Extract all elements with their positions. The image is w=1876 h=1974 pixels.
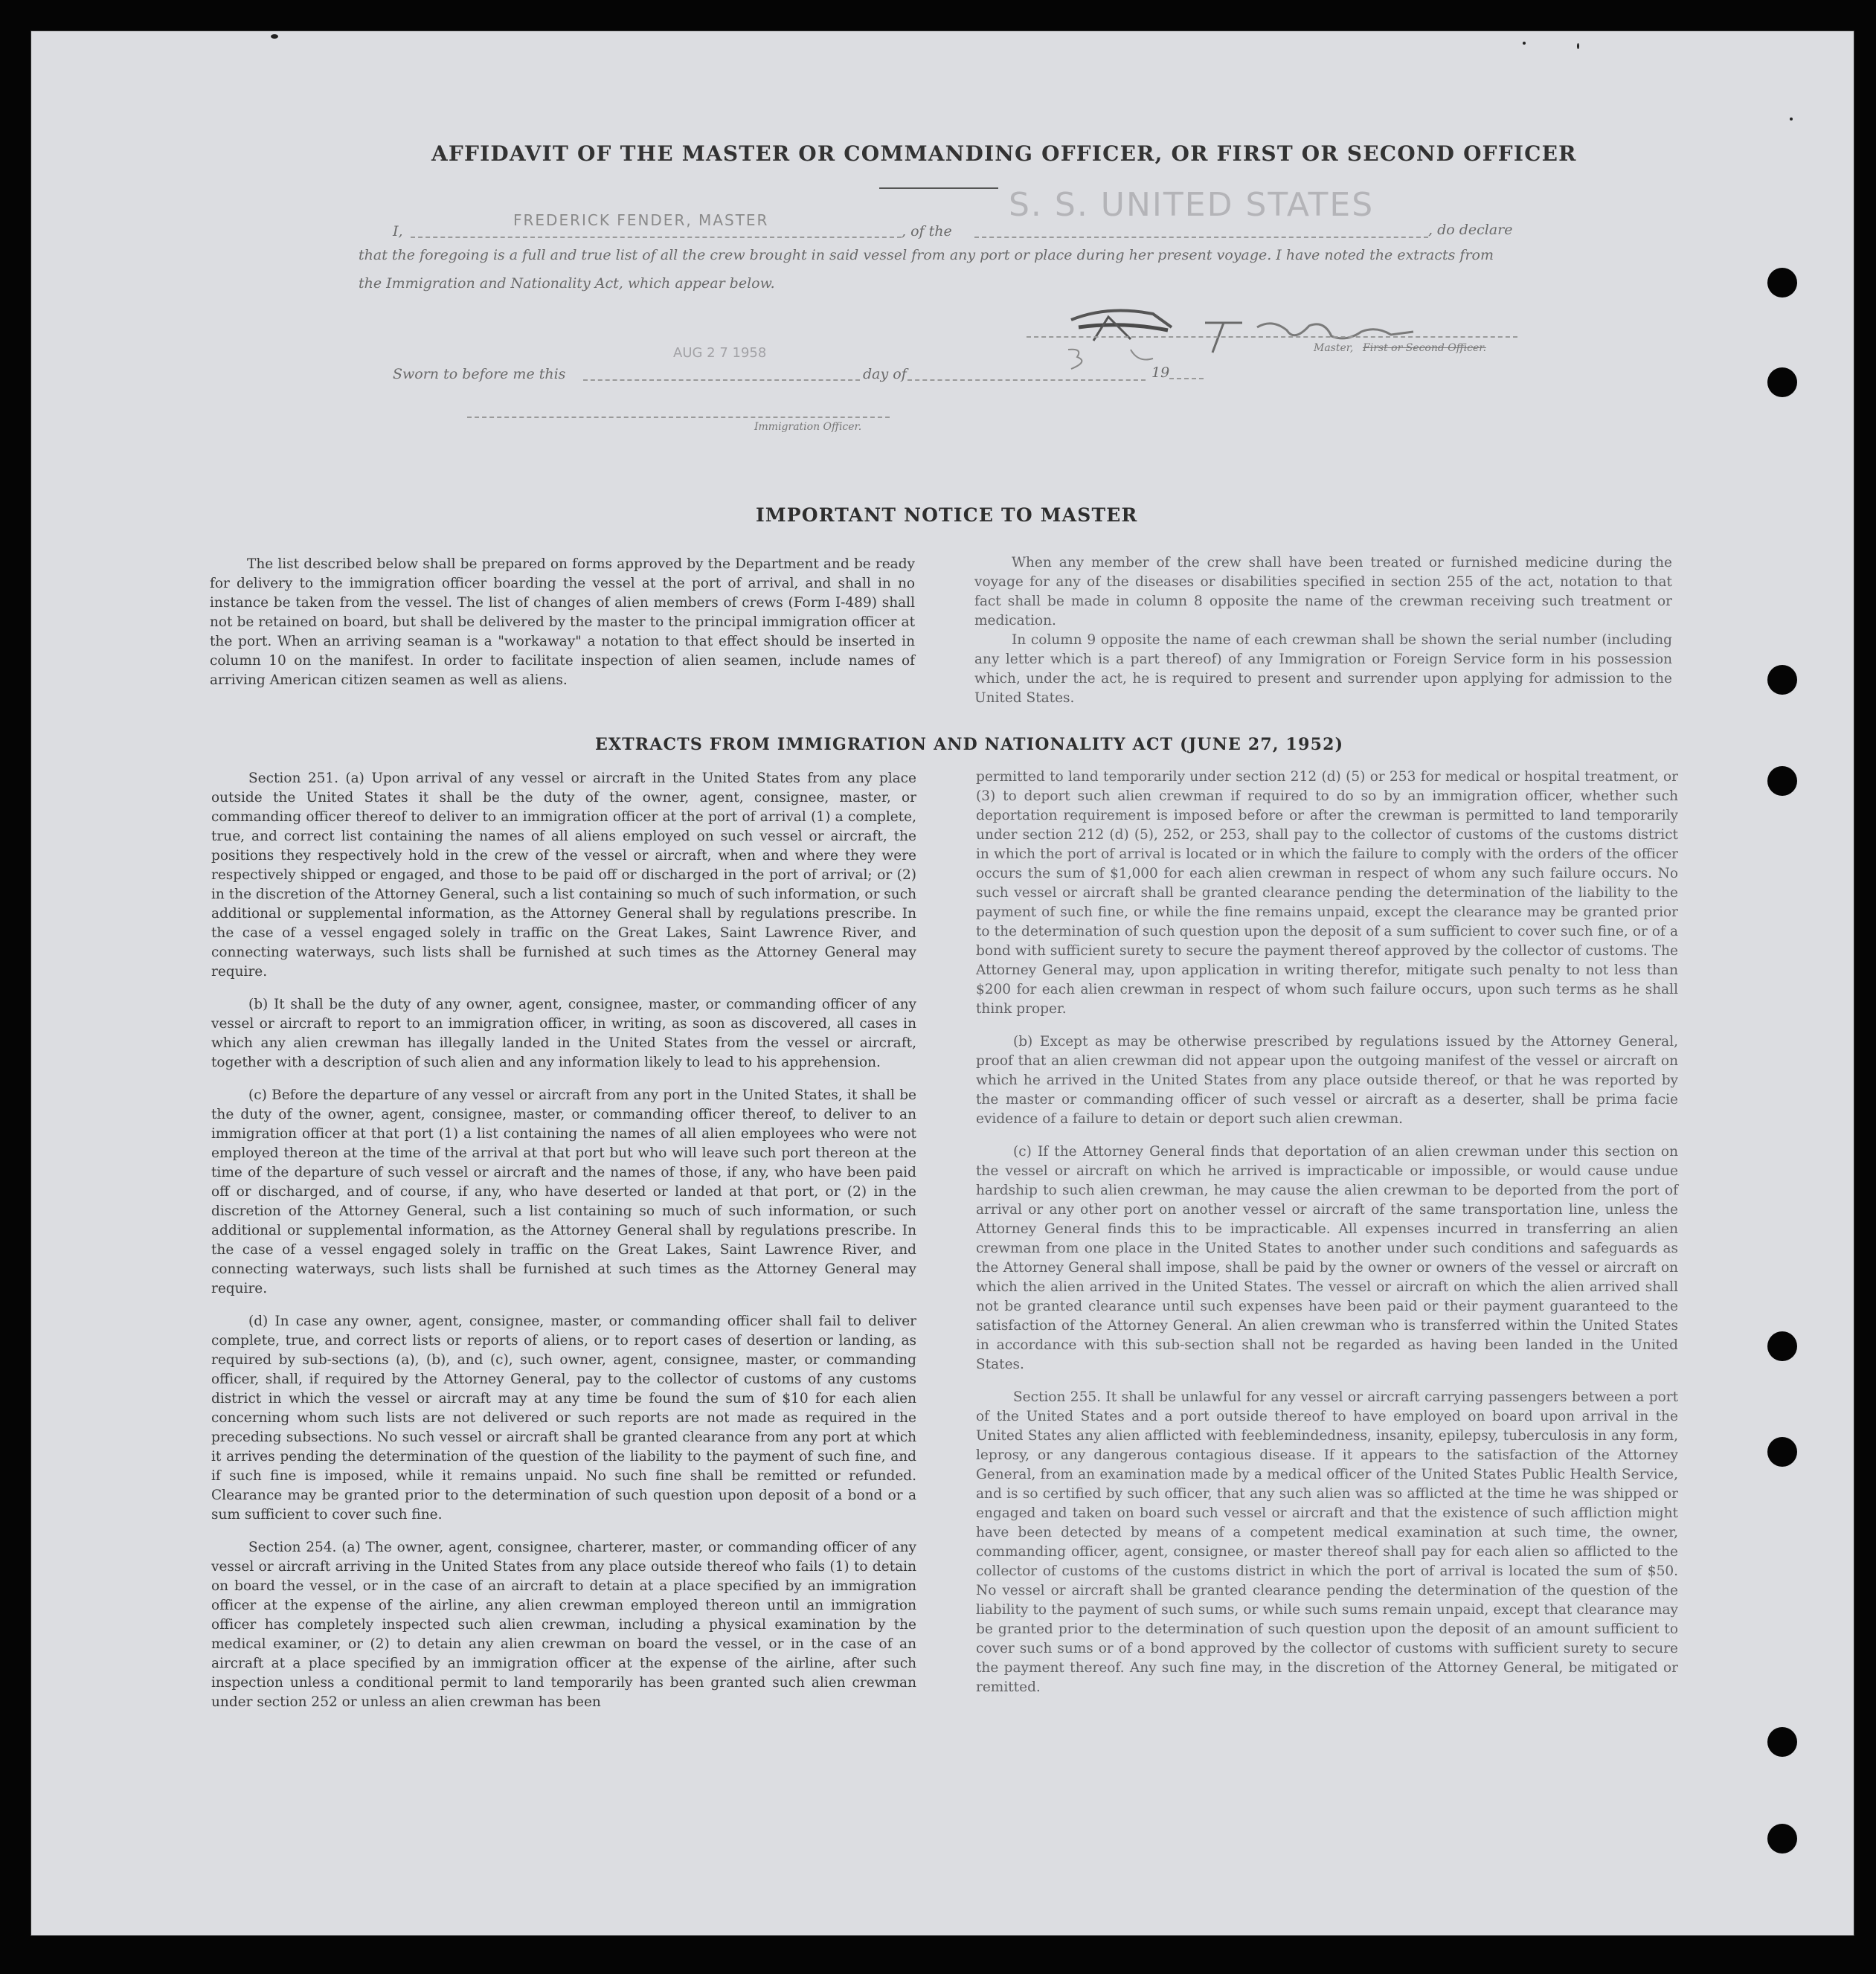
extracts-left-column: [211, 769, 916, 1712]
title-rule: [879, 187, 998, 189]
affidavit-line-3: the Immigration and Nationality Act, which appear below.: [359, 275, 775, 292]
vessel-stamp: S. S. UNITED STATES: [1009, 186, 1375, 224]
section-255: Section 255. It shall be unlawful for any vessel or aircraft carrying passengers between a port of the United States and a port outside thereof to have employed on board upon arrival in the United States any alien afflicted with feeblemindedness, insanity, epilepsy, tuberculosis in any form, leprosy, or any dangerous contagious disease. If it appears to the satisfaction of the Attorney General, from an examination made by a medical officer of the United States Public Health Service, and is so certified by such officer, that any such alien was so afflicted at the time he was shipped or engaged and taken on board such vessel or aircraft and that the existence of such affliction might have been detected by means of a competent medical examination at such time, the owner, commanding officer, agent, consignee, or master thereof shall pay for each alien so afflicted to the collector of customs of the customs district in which the port of arrival is located the sum of $50. No vessel or aircraft shall be granted clearance pending the determination of the question of the liability to the payment of such sums, or while such sums remain unpaid, except that clearance may be granted prior to the determination of such question upon the deposit of an amount sufficient to cover such sums or of a bond approved by the collector of customs with sufficient surety to secure the payment thereof. Any such fine may, in the discretion of the Attorney General, be mitigated or remitted.: [976, 1389, 1678, 1695]
section-254-b: (b) Except as may be otherwise prescribed by regulations issued by the Attorney General, proof that an alien crewman did not appear upon the outgoing manifest of the vessel or aircraft on which he arrived in the United States from any place outside thereof, or that he was reported by the master or commanding officer of such vessel or aircraft as a deserter, shall be prima facie evidence of a failure to detain or deport such alien crewman.: [976, 1034, 1678, 1127]
extracts-right-column: [976, 768, 1678, 1697]
section-251-d: (d) In case any owner, agent, consignee, master, or commanding officer shall fail to deliver complete, true, and correct lists or reports of aliens, or to report cases of desertion or landing, as required by sub-sections (a), (b), and (c), such owner, agent, consignee, master, or commanding officer, shall, if required by the Attorney General, pay to the collector of customs of any customs district in which the vessel or aircraft may at any time be found the sum of $10 for each alien concerning whom such lists are not delivered or such reports are not made as required in the preceding subsections. No such vessel or aircraft shall be granted clearance from any port at which it arrives pending the determination of the question of the liability to the payment of such fine, and if such fine is imposed, while it remains unpaid. No such fine shall be remitted or refunded. Clearance may be granted prior to the determination of such question upon deposit of a bond or a sum sufficient to cover such fine.: [211, 1314, 916, 1523]
notice-right-paragraph-1: When any member of the crew shall have been treated or furnished medicine during the voyage for any of the diseases or disabilities specified in section 255 of the act, notation to that fact shall be made in column 8 opposite the name of the crewman receiving such treatment or medication.: [974, 555, 1672, 628]
signature-caption-master: Master,: [1314, 342, 1354, 354]
punch-hole: [1767, 766, 1797, 796]
handwritten-mark: [1064, 344, 1093, 373]
punch-hole: [1767, 1727, 1797, 1757]
section-254-a-continued: permitted to land temporarily under section 212 (d) (5) or 253 for medical or hospital treatment, or (3) to deport such alien crewman if required to do so by an immigration officer, whether such deportation requirement is imposed before or after the crewman is permitted to land temporarily under section 212 (d) (5), 252, or 253, shall pay to the collector of customs of the customs district in which the port of arrival is located or in which the failure to comply with the orders of the officer occurs the sum of $1,000 for each alien crewman in respect of whom any such failure occurs. No such vessel or aircraft shall be granted clearance pending the determination of the liability to the payment of such fine, or while the fine remains unpaid, except the clearance may be granted prior to the determination of such question upon the deposit of a sum sufficient to cover such fine, or of a bond with sufficient surety to secure the payment thereof approved by the collector of customs. The Attorney General may, upon application in writing therefor, mitigate such penalty to not less than $200 for each alien crewman in respect of whom such failure occurs, upon such terms as he shall think proper.: [976, 769, 1678, 1017]
affidavit-line-2: that the foregoing is a full and true list of all the crew brought in said vessel from any port or place during her present voyage. I have noted the extracts from: [359, 247, 1494, 263]
day-of-label: day of: [863, 366, 907, 382]
immigration-officer-caption: Immigration Officer.: [754, 421, 862, 433]
punch-hole: [1767, 367, 1797, 397]
section-251-a: Section 251. (a) Upon arrival of any vessel or aircraft in the United States from any place outside the United States it shall be the duty of the owner, agent, consignee, master, or commanding officer thereof to deliver to an immigration officer at the port of arrival (1) a complete, true, and correct list containing the names of all aliens employed on such vessel or aircraft, the positions they respectively hold in the crew of the vessel or aircraft, when and where they were respectively shipped or engaged, and those to be paid off or discharged in the port of arrival; or (2) in the discretion of the Attorney General, such a list containing so much of such information, or such additional or supplemental information, as the Attorney General shall by regulations prescribe. In the case of a vessel engaged solely in traffic on the Great Lakes, Saint Lawrence River, and connecting waterways, such lists shall be furnished at such times as the Attorney General may require.: [211, 771, 916, 980]
section-251-c: (c) Before the departure of any vessel or aircraft from any port in the United States, it shall be the duty of the owner, agent, consignee, master, or commanding officer thereof, to deliver to an immigration officer at that port (1) a list containing the names of all alien employees who were not employed thereon at the time of the arrival at that port but who will leave such port thereon at the time of the departure of such vessel or aircraft and the names of those, if any, who have been paid off or discharged, and of course, if any, who have deserted or landed at that port, or (2) in the discretion of the Attorney General, such a list containing so much of such information, or such additional or supplemental information, as the Attorney General shall by regulations prescribe. In the case of a vessel engaged solely in traffic on the Great Lakes, Saint Lawrence River, and connecting waterways, such lists shall be furnished at such times as the Attorney General may require.: [211, 1087, 916, 1296]
officer-line: [467, 417, 890, 418]
punch-hole: [1767, 665, 1797, 695]
punch-hole: [1767, 1331, 1797, 1361]
notice-title: IMPORTANT NOTICE TO MASTER: [756, 504, 1138, 526]
punch-hole: [1767, 1437, 1797, 1467]
scan-speck: [1790, 118, 1793, 120]
affidavit-title: AFFIDAVIT OF THE MASTER OR COMMANDING OFFICER, OR FIRST OR SECOND OFFICER: [431, 141, 1577, 166]
year-prefix: 19: [1151, 364, 1170, 381]
do-declare-label: , do declare: [1428, 222, 1513, 238]
sworn-day-line: [583, 379, 860, 381]
i-label: I,: [393, 223, 403, 239]
notice-right-column: [974, 553, 1672, 708]
name-line: [411, 237, 902, 238]
sworn-label: Sworn to before me this: [393, 366, 566, 382]
signature-caption-struck: First or Second Officer.: [1363, 342, 1486, 354]
punch-hole: [1767, 1824, 1797, 1854]
master-name: FREDERICK FENDER, MASTER: [513, 211, 769, 229]
scan-speck: [271, 34, 278, 39]
of-the-label: , of the: [902, 223, 952, 239]
signature-line: [1027, 336, 1517, 338]
date-stamp: AUG 2 7 1958: [673, 345, 767, 361]
section-254-c: (c) If the Attorney General finds that deportation of an alien crewman under this section on the vessel or aircraft on which he arrived is impracticable or impossible, or would cause undue hardship to such alien crewman, he may cause the alien crewman to be deported from the port of arrival or any other port on another vessel or aircraft of the same transportation line, unless the Attorney General finds this to be impracticable. All expenses incurred in transferring an alien crewman from one place in the United States to another under such conditions and safeguards as the Attorney General shall impose, shall be paid by the owner or owners of the vessel or aircraft on which the alien arrived in the United States. The vessel or aircraft on which the alien arrived shall not be granted clearance until such expenses have been paid or their payment guaranteed to the satisfaction of the Attorney General. An alien crewman who is transferred within the United States in accordance with this sub-section shall not be regarded as having been landed in the United States.: [976, 1144, 1678, 1372]
section-254-a: Section 254. (a) The owner, agent, consignee, charterer, master, or commanding officer of any vessel or aircraft arriving in the United States from any place outside thereof who fails (1) to detain on board the vessel, or in the case of an aircraft to detain at a place specified by an immigration officer at the expense of the airline, any alien crewman employed thereon until an immigration officer has completely inspected such alien crewman, including a physical examination by the medical examiner, or (2) to detain any alien crewman on board the vessel, or in the case of an aircraft at a place specified by an immigration officer at the expense of the airline, after such inspection unless a conditional permit to land temporarily has been granted such alien crewman under section 252 or unless an alien crewman has been: [211, 1540, 916, 1710]
scan-speck: [1577, 43, 1579, 49]
vessel-line: [974, 237, 1428, 238]
year-line: [1169, 378, 1204, 379]
handwritten-signature: [1064, 298, 1480, 364]
punch-hole: [1767, 268, 1797, 298]
notice-right-paragraph-2: In column 9 opposite the name of each crewman shall be shown the serial number (including any letter which is a part thereof) of any Immigration or Foreign Service form in his possession which, under the act, he is required to present and surrender upon applying for admission to the United States.: [974, 632, 1672, 706]
notice-left-paragraph: The list described below shall be prepared on forms approved by the Department and be ready for delivery to the immigration officer boarding the vessel at the port of arrival, and shall in no instance be taken from the vessel. The list of changes of alien members of crews (Form I-489) shall not be retained on board, but shall be delivered by the master to the principal immigration officer at the port. When an arriving seaman is a "workaway" a notation to that effect should be inserted in column 10 on the manifest. In order to facilitate inspection of alien seamen, include names of arriving American citizen seamen as well as aliens.: [210, 556, 915, 688]
notice-left-column: [210, 555, 915, 690]
scan-speck: [1523, 42, 1526, 45]
extracts-title: EXTRACTS FROM IMMIGRATION AND NATIONALITY ACT (JUNE 27, 1952): [595, 735, 1344, 754]
month-line: [908, 379, 1146, 381]
section-251-b: (b) It shall be the duty of any owner, agent, consignee, master, or commanding officer of any vessel or aircraft to report to an immigration officer, in writing, as soon as discovered, all cases in which any alien crewman has illegally landed in the United States from the vessel or aircraft, together with a description of such alien and any information likely to lead to his apprehension.: [211, 997, 916, 1070]
